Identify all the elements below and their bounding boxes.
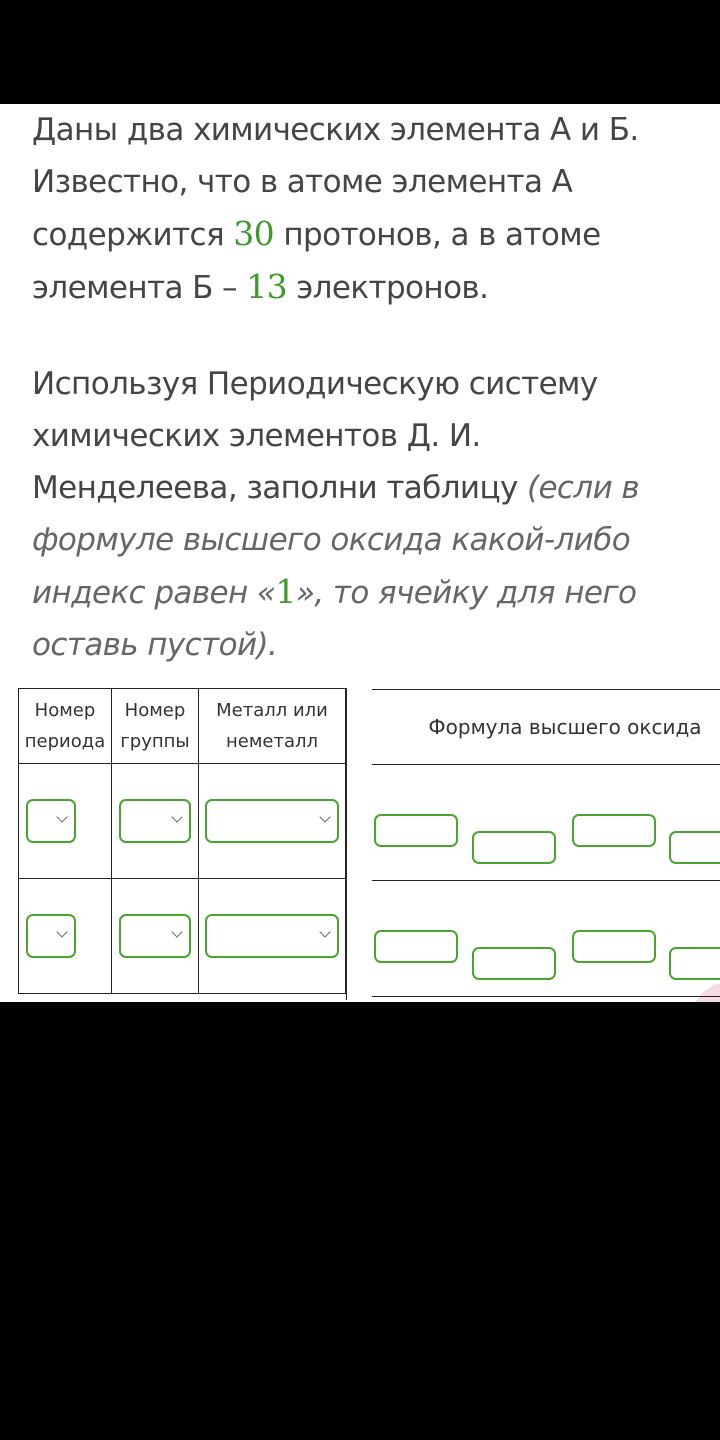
formula-element-input[interactable] bbox=[374, 930, 458, 963]
chevron-down-icon bbox=[171, 811, 182, 822]
task-instruction bbox=[32, 358, 692, 671]
header-formula: Формула высшего оксида bbox=[428, 715, 702, 739]
table-header-row bbox=[19, 689, 346, 764]
task-text: электронов. bbox=[287, 270, 489, 306]
chevron-down-icon bbox=[171, 926, 182, 937]
formula-table-top-border bbox=[372, 689, 720, 690]
chevron-down-icon bbox=[319, 926, 330, 937]
task-text: Даны два химических элемента А и Б. Известно, что в атоме элемента А содержится bbox=[32, 112, 639, 253]
formula-index-input[interactable] bbox=[472, 831, 556, 864]
instruction-note: (если в формуле высшего оксида какой-либо индекс равен «1», то ячейку для него оставь пустой). bbox=[32, 470, 640, 663]
formula-table-bottom-border bbox=[372, 996, 720, 997]
formula-table-divider bbox=[372, 880, 720, 881]
metal-select[interactable] bbox=[205, 799, 339, 843]
formula-element-input[interactable] bbox=[572, 930, 656, 963]
period-select[interactable] bbox=[26, 914, 76, 958]
group-select[interactable] bbox=[119, 799, 191, 843]
index-number: 1 bbox=[275, 572, 296, 611]
header-period: Номер периода bbox=[19, 689, 112, 764]
formula-index-input[interactable] bbox=[669, 831, 720, 864]
group-select[interactable] bbox=[119, 914, 191, 958]
electrons-number: 13 bbox=[246, 267, 288, 306]
chevron-down-icon bbox=[56, 811, 67, 822]
metal-select[interactable] bbox=[205, 914, 339, 958]
protons-number: 30 bbox=[233, 214, 275, 253]
answer-table bbox=[18, 688, 346, 994]
content-area bbox=[0, 104, 720, 1002]
table-row bbox=[19, 879, 346, 994]
period-select[interactable] bbox=[26, 799, 76, 843]
formula-element-input[interactable] bbox=[374, 814, 458, 847]
task-text: протонов, а в атоме элемента Б – bbox=[32, 217, 601, 306]
table-divider bbox=[346, 688, 353, 1000]
table-row bbox=[19, 764, 346, 879]
chevron-down-icon bbox=[56, 926, 67, 937]
header-group: Номер группы bbox=[112, 689, 199, 764]
header-metal: Металл или неметалл bbox=[199, 689, 346, 764]
formula-index-input[interactable] bbox=[472, 947, 556, 980]
chevron-down-icon bbox=[319, 811, 330, 822]
instruction-text: Используя Периодическую систему химических элементов Д. И. Менделеева, заполни таблицу bbox=[32, 366, 598, 506]
background-decoration bbox=[690, 982, 720, 1002]
formula-index-input[interactable] bbox=[669, 947, 720, 980]
task-intro bbox=[32, 104, 692, 314]
formula-element-input[interactable] bbox=[572, 814, 656, 847]
formula-table-divider bbox=[372, 764, 720, 765]
